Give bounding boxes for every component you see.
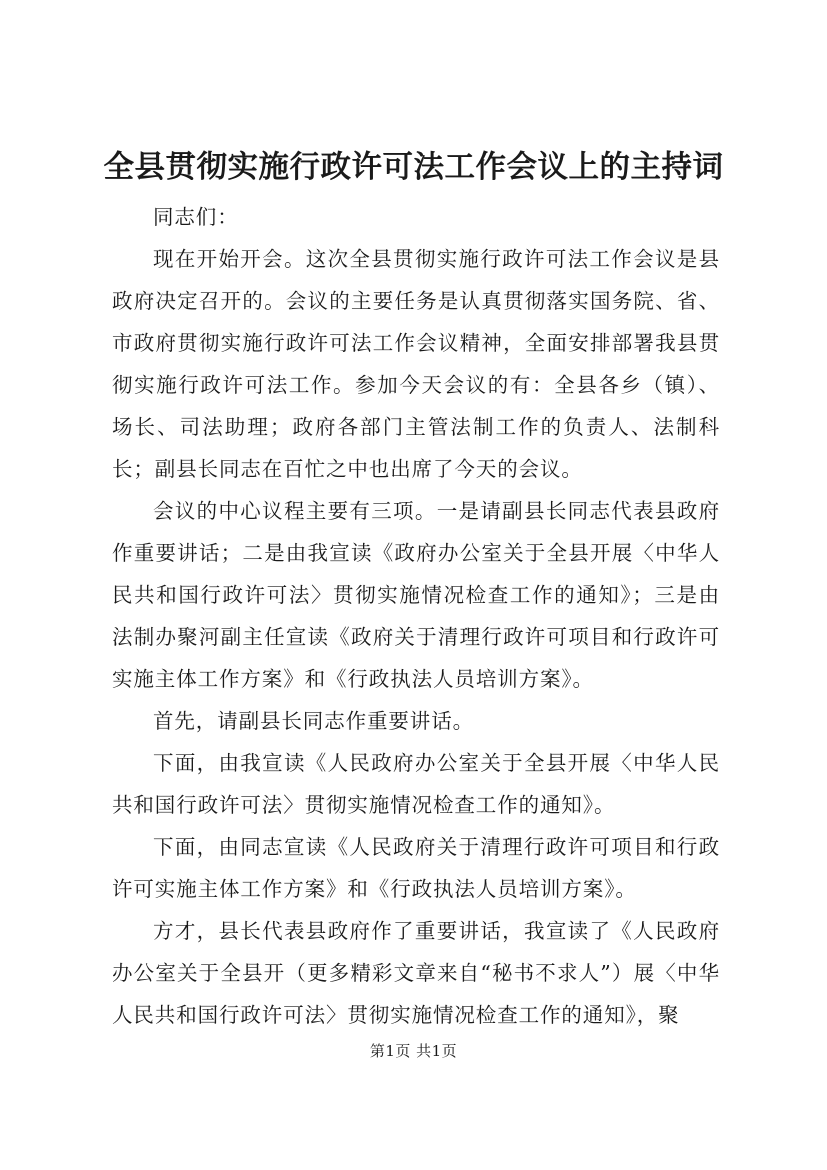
opening-paragraph: 现在开始开会。这次全县贯彻实施行政许可法工作会议是县政府决定召开的。会议的主要任务是认真贯彻落实国务院、省、市政府贯彻实施行政许可法工作会议精神，全面安排部署我县贯彻实施行政许可法工作。参加今天会议的有：全县各乡（镇）、场长、司法助理；政府各部门主管法制工作的负责人、法制科长；副县长同志在百忙之中也出席了今天的会议。: [112, 247, 720, 481]
third-item-paragraph: 下面，由同志宣读《人民政府关于清理行政许可项目和行政许可实施主体工作方案》和《行政执法人员培训方案》。: [112, 835, 720, 901]
summary-paragraph: 方才，县长代表县政府作了重要讲话，我宣读了《人民政府办公室关于全县开（更多精彩文章来自“秘书不求人”）展〈中华人民共和国行政许可法〉贯彻实施情况检查工作的通知》，聚: [112, 919, 720, 1027]
second-item-paragraph: 下面，由我宣读《人民政府办公室关于全县开展〈中华人民共和国行政许可法〉贯彻实施情况检查工作的通知》。: [112, 751, 720, 817]
document-body: [112, 196, 720, 1036]
agenda-paragraph: 会议的中心议程主要有三项。一是请副县长同志代表县政府作重要讲话；二是由我宣读《政府办公室关于全县开展〈中华人民共和国行政许可法〉贯彻实施情况检查工作的通知》；三是由法制办聚河副主任宣读《政府关于清理行政许可项目和行政许可实施主体工作方案》和《行政执法人员培训方案》。: [112, 499, 720, 691]
document-title: 全县贯彻实施行政许可法工作会议上的主持词: [103, 149, 724, 185]
first-item-paragraph: 首先，请副县长同志作重要讲话。: [153, 709, 474, 733]
page-footer: 第1页 共1页: [369, 1042, 458, 1060]
salutation-paragraph: 同志们：: [153, 205, 239, 229]
